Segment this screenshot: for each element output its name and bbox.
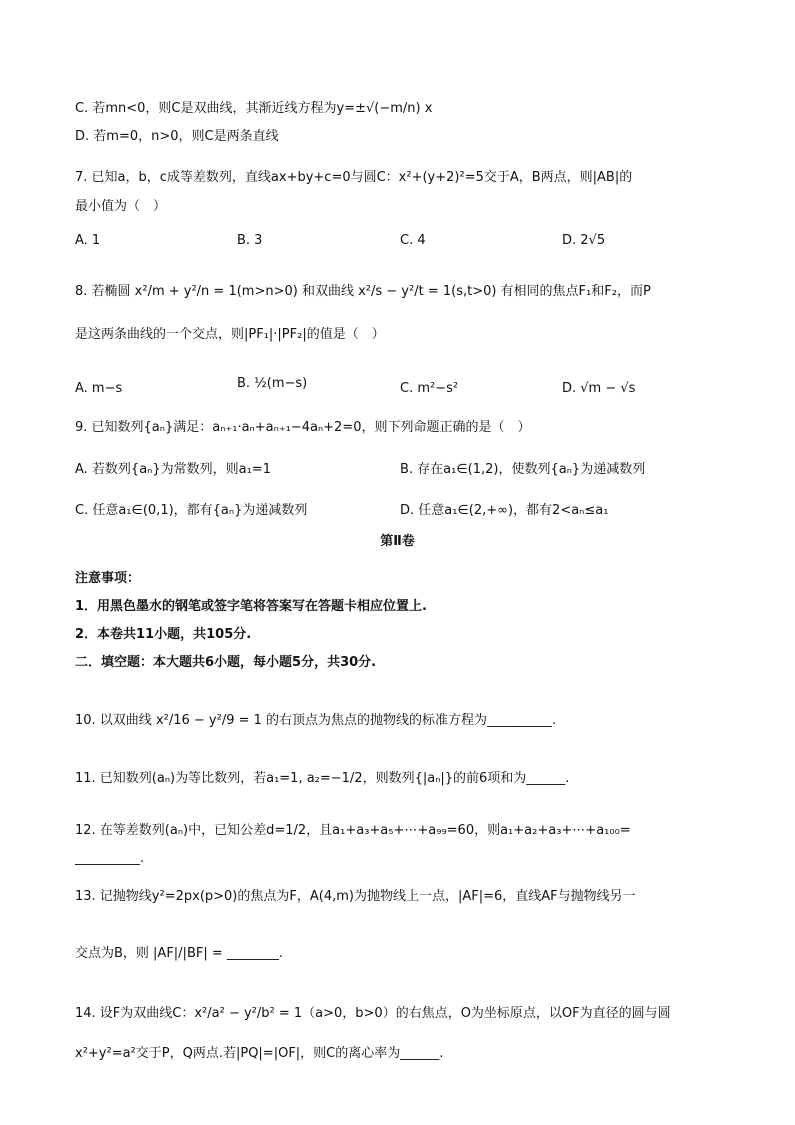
option-q7_b: B. 3 [237,233,263,248]
option-q8_c: C. m²−s² [400,381,459,396]
line-notes: 注意事项： [75,571,141,586]
line-c_opt: C. 若mn<0，则C是双曲线，其渐近线方程为y=±√(−m/n) x [75,101,433,116]
option-q9_b: B. 存在a₁∈(1,2)，使数列{aₙ}为递减数列 [400,462,646,477]
line-q13b: 交点为B，则 |AF|/|BF| = ________. [75,946,284,961]
line-q12a: 12. 在等差数列(aₙ)中，已知公差d=1/2，且a₁+a₃+a₅+⋯+a₉₉=60，则a₁+a₂+a₃+⋯+a₁₀₀= [75,823,631,838]
option-q7_d: D. 2√5 [562,233,606,248]
line-q8a: 8. 若椭圆 x²/m + y²/n = 1(m>n>0) 和双曲线 x²/s − y²/t = 1(s,t>0) 有相同的焦点F₁和F₂，而P [75,284,651,299]
line-note2: 2．本卷共11小题，共105分. [75,627,252,642]
line-q9: 9. 已知数列{aₙ}满足：aₙ₊₁·aₙ+aₙ₊₁−4aₙ+2=0，则下列命题正确的是（ ） [75,420,531,435]
line-q14b: x²+y²=a²交于P，Q两点.若|PQ|=|OF|，则C的离心率为______. [75,1046,444,1061]
line-q8b: 是这两条曲线的一个交点，则|PF₁|·|PF₂|的值是（ ） [75,327,385,342]
line-q11: 11. 已知数列(aₙ)为等比数列，若a₁=1, a₂=−1/2，则数列{|aₙ|}的前6项和为______. [75,771,570,786]
option-q8_b: B. ½(m−s) [237,376,308,391]
option-q8_a: A. m−s [75,381,123,396]
line-d_opt: D. 若m=0，n>0，则C是两条直线 [75,129,279,144]
line-q13a: 13. 记抛物线y²=2px(p>0)的焦点为F，A(4,m)为抛物线上一点，|AF|=6，直线AF与抛物线另一 [75,889,636,904]
line-q10: 10. 以双曲线 x²/16 − y²/9 = 1 的右顶点为焦点的抛物线的标准方程为__________. [75,713,557,728]
option-q8_d: D. √m − √s [562,381,636,396]
option-q9_a: A. 若数列{aₙ}为常数列，则a₁=1 [75,462,271,477]
option-q9_c: C. 任意a₁∈(0,1)，都有{aₙ}为递减数列 [75,503,308,518]
line-q14a: 14. 设F为双曲线C：x²/a² − y²/b² = 1（a>0，b>0）的右焦点，O为坐标原点，以OF为直径的圆与圆 [75,1006,671,1021]
option-q7_a: A. 1 [75,233,101,248]
section-title: 第Ⅱ卷 [380,534,415,549]
line-part2: 二．填空题：本大题共6小题，每小题5分，共30分. [75,655,377,670]
line-q12b: __________. [75,851,145,866]
option-q7_c: C. 4 [400,233,426,248]
line-q7a: 7. 已知a，b，c成等差数列，直线ax+by+c=0与圆C：x²+(y+2)²=5交于A，B两点，则|AB|的 [75,170,633,185]
line-note1: 1．用黑色墨水的钢笔或签字笔将答案写在答题卡相应位置上. [75,599,427,614]
option-q9_d: D. 任意a₁∈(2,+∞)，都有2<aₙ≤a₁ [400,503,609,518]
line-q7b: 最小值为（ ） [75,199,167,214]
